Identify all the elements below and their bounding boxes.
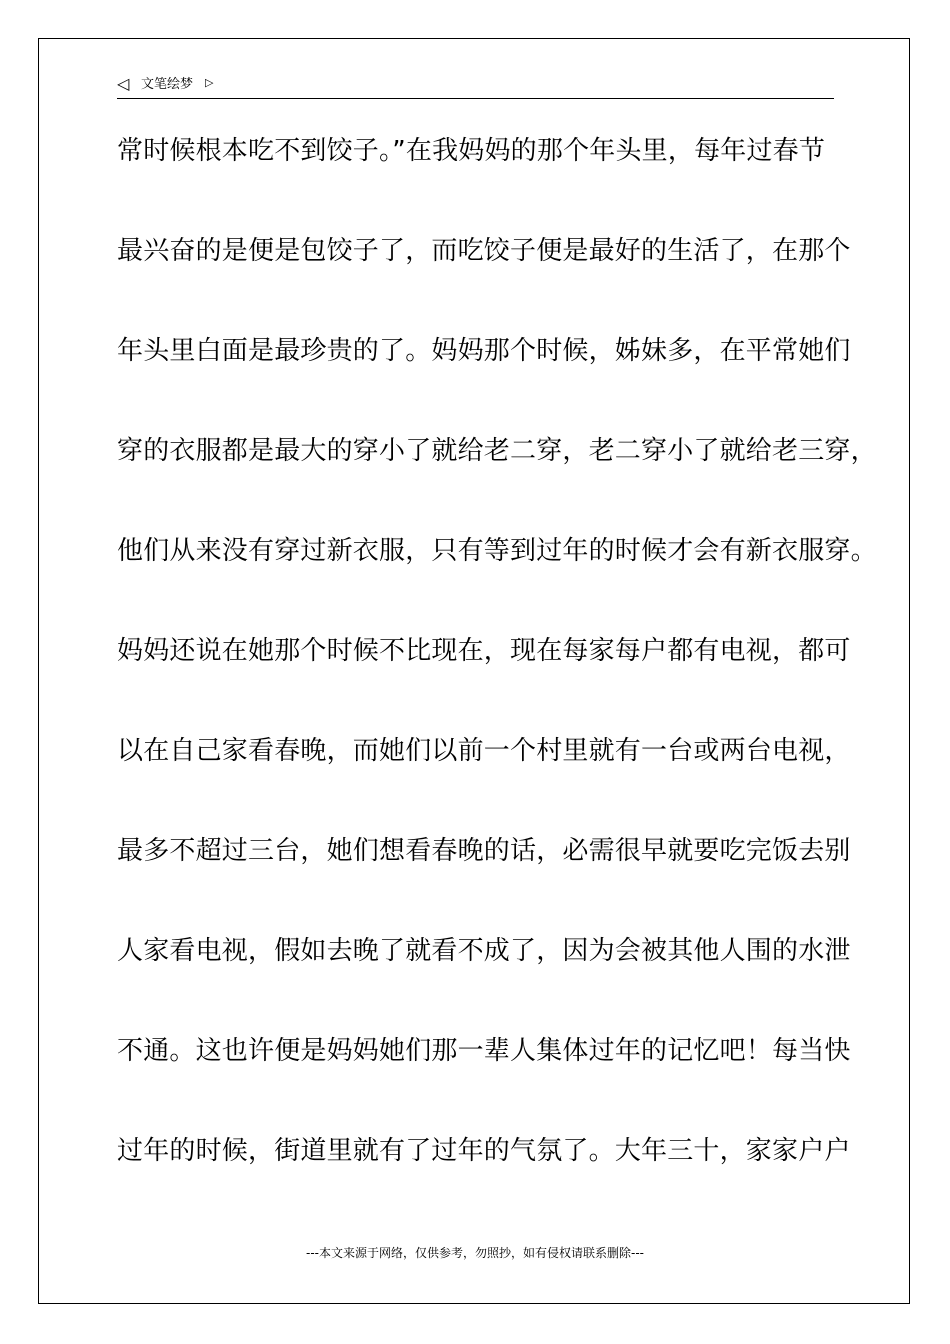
- header-title: 文笔绘梦: [141, 77, 194, 92]
- page-header: [117, 74, 834, 99]
- left-triangle-icon: ◁: [117, 74, 130, 93]
- text-line: 妈妈还说在她那个时候不比现在，现在每家每户都有电视，都可: [117, 636, 851, 666]
- text-line: 常时候根本吃不到饺子。”在我妈妈的那个年头里，每年过春节: [117, 136, 826, 166]
- text-line: 最兴奋的是便是包饺子了，而吃饺子便是最好的生活了，在那个: [117, 236, 851, 266]
- text-line: 以在自己家看春晚，而她们以前一个村里就有一台或两台电视，: [117, 736, 851, 766]
- document-body: [117, 128, 877, 1228]
- text-line: 人家看电视，假如去晚了就看不成了，因为会被其他人围的水泄: [117, 936, 851, 966]
- text-line: 穿的衣服都是最大的穿小了就给老二穿，老二穿小了就给老三穿，: [117, 436, 877, 466]
- text-line: 他们从来没有穿过新衣服，只有等到过年的时候才会有新衣服穿。: [117, 536, 877, 566]
- right-triangle-icon: ▷: [205, 76, 214, 89]
- text-line: 过年的时候，街道里就有了过年的气氛了。大年三十，家家户户: [117, 1136, 851, 1166]
- footer-disclaimer: ---本文来源于网络，仅供参考，勿照抄，如有侵权请联系删除---: [306, 1246, 644, 1260]
- text-line: 年头里白面是最珍贵的了。妈妈那个时候，姊妹多，在平常她们: [117, 336, 851, 366]
- text-line: 最多不超过三台，她们想看春晚的话，必需很早就要吃完饭去别: [117, 836, 851, 866]
- text-line: 不通。这也许便是妈妈她们那一辈人集体过年的记忆吧！每当快: [117, 1036, 851, 1066]
